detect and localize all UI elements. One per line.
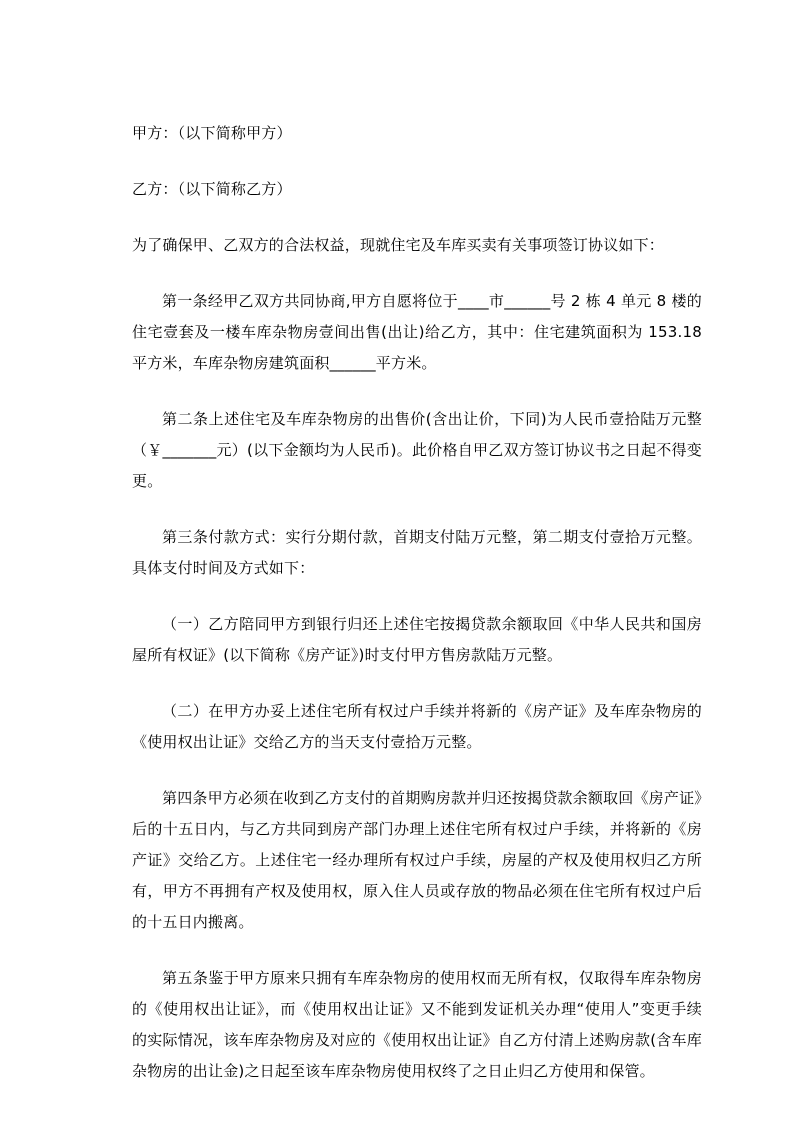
paragraph-article-3-item-1: （一）乙方陪同甲方到银行归还上述住宅按揭贷款余额取回《中华人民共和国房屋所有权证》(以下简称《房产证》)时支付甲方售房款陆万元整。 — [132, 615, 702, 664]
paragraph-party-b: 乙方：（以下简称乙方） — [132, 180, 292, 198]
paragraph-article-3: 第三条付款方式：实行分期付款，首期支付陆万元整，第二期支付壹拾万元整。具体支付时间及方式如下： — [132, 528, 702, 577]
document-body — [132, 118, 702, 1087]
paragraph-article-4: 第四条甲方必须在收到乙方支付的首期购房款并归还按揭贷款余额取回《房产证》后的十五日内，与乙方共同到房产部门办理上述住宅所有权过户手续，并将新的《房产证》交给乙方。上述住宅一经办理所有权过户手续，房屋的产权及使用权归乙方所有，甲方不再拥有产权及使用权，原入住人员或存放的物品必须在住宅所有权过户后的十五日内搬离。 — [132, 789, 702, 931]
paragraph-article-3-item-2: （二）在甲方办妥上述住宅所有权过户手续并将新的《房产证》及车库杂物房的《使用权出让证》交给乙方的当天支付壹拾万元整。 — [132, 702, 702, 751]
paragraph-party-a: 甲方：（以下简称甲方） — [132, 124, 292, 142]
paragraph-article-5: 第五条鉴于甲方原来只拥有车库杂物房的使用权而无所有权，仅取得车库杂物房的《使用权出让证》，而《使用权出让证》又不能到发证机关办理“使用人”变更手续的实际情况，该车库杂物房及对应的《使用权出让证》自乙方付清上述购房款(含车库杂物房的出让金)之日起至该车库杂物房使用权终了之日止归乙方使用和保管。 — [132, 969, 702, 1080]
paragraph-article-1: 第一条经甲乙双方共同协商,甲方自愿将位于____市______号 2 栋 4 单元 8 楼的住宅壹套及一楼车库杂物房壹间出售(出让)给乙方，其中：住宅建筑面积为 153.18 平方米，车库杂物房建筑面积______平方米。 — [132, 292, 702, 372]
paragraph-article-2: 第二条上述住宅及车库杂物房的出售价(含出让价，下同)为人民币壹拾陆万元整（￥_______元）(以下金额均为人民币)。此价格自甲乙双方签订协议书之日起不得变更。 — [132, 410, 702, 490]
paragraph-preamble: 为了确保甲、乙双方的合法权益，现就住宅及车库买卖有关事项签订协议如下： — [132, 236, 665, 254]
